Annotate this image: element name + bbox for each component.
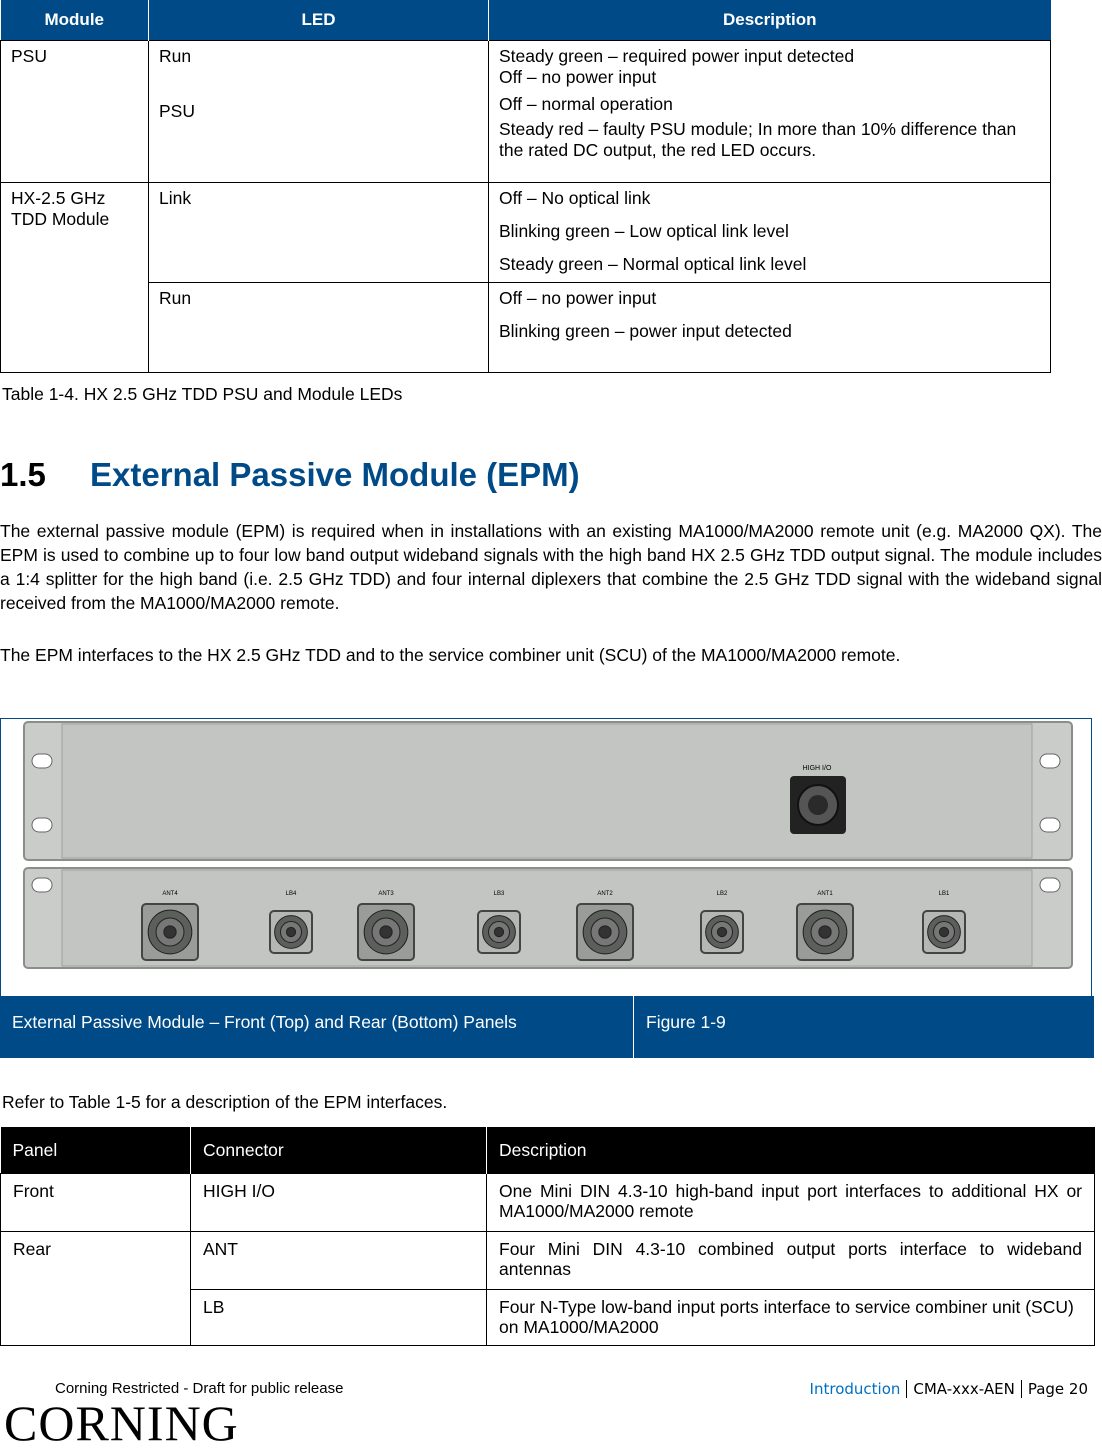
rear-port-label: LB1 [938, 891, 950, 897]
cell-desc-run: Off – no power input Blinking green – power input detected [489, 283, 1051, 373]
connector-ring [939, 927, 948, 936]
cell-desc-ant: Four Mini DIN 4.3-10 combined output ports interface to wideband antennas [487, 1232, 1095, 1290]
cell-desc-lb: Four N-Type low-band input ports interface to service combiner unit (SCU) on MA1000/MA2000 [487, 1290, 1095, 1346]
cell-module-psu: PSU [1, 41, 149, 183]
footer-classification: Corning Restricted - Draft for public release [55, 1380, 344, 1397]
col-header-led: LED [149, 0, 489, 41]
cell-panel-front: Front [1, 1174, 191, 1232]
col-header-panel: Panel [1, 1127, 191, 1174]
connector-ring [819, 926, 831, 938]
rear-port-label: LB3 [493, 891, 505, 897]
rear-port-label: LB2 [716, 891, 728, 897]
cell-module-hx: HX-2.5 GHz TDD Module [1, 183, 149, 373]
cell-connector-high-io: HIGH I/O [191, 1174, 487, 1232]
epm-interfaces-table [0, 1127, 1095, 1346]
connector-ring [494, 927, 503, 936]
corning-logo: CORNING [4, 1395, 239, 1451]
connector-ring [164, 926, 176, 938]
cell-connector-lb: LB [191, 1290, 487, 1346]
cell-led-link: Link [149, 183, 489, 283]
refer-text: Refer to Table 1-5 for a description of the EPM interfaces. [2, 1092, 448, 1112]
connector-ring [717, 927, 726, 936]
table-caption: Table 1-4. HX 2.5 GHz TDD PSU and Module LEDs [2, 384, 403, 404]
figure-number: Figure 1-9 [646, 1012, 726, 1032]
cell-led-psu: Run PSU [149, 41, 489, 183]
psu-module-led-table [0, 0, 1051, 373]
col-header-description: Description [489, 0, 1051, 41]
footer-nav [810, 1380, 1088, 1398]
body-paragraph-2: The EPM interfaces to the HX 2.5 GHz TDD and to the service combiner unit (SCU) of the MA1000/MA2000 remote. [0, 645, 901, 665]
footer-page: Page 20 [1027, 1380, 1088, 1398]
rear-port-label: ANT4 [162, 891, 178, 897]
rear-port-label: ANT3 [378, 891, 394, 897]
front-connector-label: HIGH I/O [802, 765, 832, 772]
footer-doc-id: CMA-xxx-AEN [913, 1380, 1015, 1398]
connector-ring [286, 927, 295, 936]
cell-panel-rear: Rear [1, 1232, 191, 1346]
section-heading: 1.5 External Passive Module (EPM) [0, 456, 580, 493]
col-header-connector: Connector [191, 1127, 487, 1174]
cell-led-run: Run [149, 283, 489, 373]
figure-caption: External Passive Module – Front (Top) and Rear (Bottom) Panels [0, 996, 634, 1058]
col-header-module: Module [1, 0, 149, 41]
connector-ring [380, 926, 392, 938]
footer-section: Introduction [809, 1380, 901, 1398]
rear-port-label: ANT1 [817, 891, 833, 897]
cell-desc-high-io: One Mini DIN 4.3-10 high-band input port interfaces to additional HX or MA1000/MA2000 remote [487, 1174, 1095, 1232]
cell-desc-link: Off – No optical link Blinking green – Low optical link level Steady green – Normal optical link level [489, 183, 1051, 283]
col-header-description: Description [487, 1127, 1095, 1174]
cell-desc-psu: Steady green – required power input detected Off – no power input Off – normal operation Steady red – faulty PSU module; In more than 10% difference than the rated DC output, the red LED occurs. [489, 41, 1051, 183]
rear-port-label: LB4 [285, 891, 297, 897]
body-paragraph-1: The external passive module (EPM) is required when in installations with an existing MA1000/MA2000 remote unit (e.g. MA2000 QX). The EPM is used to combine up to four low band output wideband signals with the high band HX 2.5 GHz TDD output signal. The module includes a 1:4 splitter for the high band (i.e. 2.5 GHz TDD) and four internal diplexers that combine the 2.5 GHz TDD signal with the wideband signal received from the MA1000/MA2000 remote. [0, 521, 1102, 613]
cell-connector-ant: ANT [191, 1232, 487, 1290]
connector-ring [599, 926, 611, 938]
epm-panels-illustration [0, 718, 1092, 996]
rear-port-label: ANT2 [597, 891, 613, 897]
figure-caption-bar [0, 996, 1094, 1058]
